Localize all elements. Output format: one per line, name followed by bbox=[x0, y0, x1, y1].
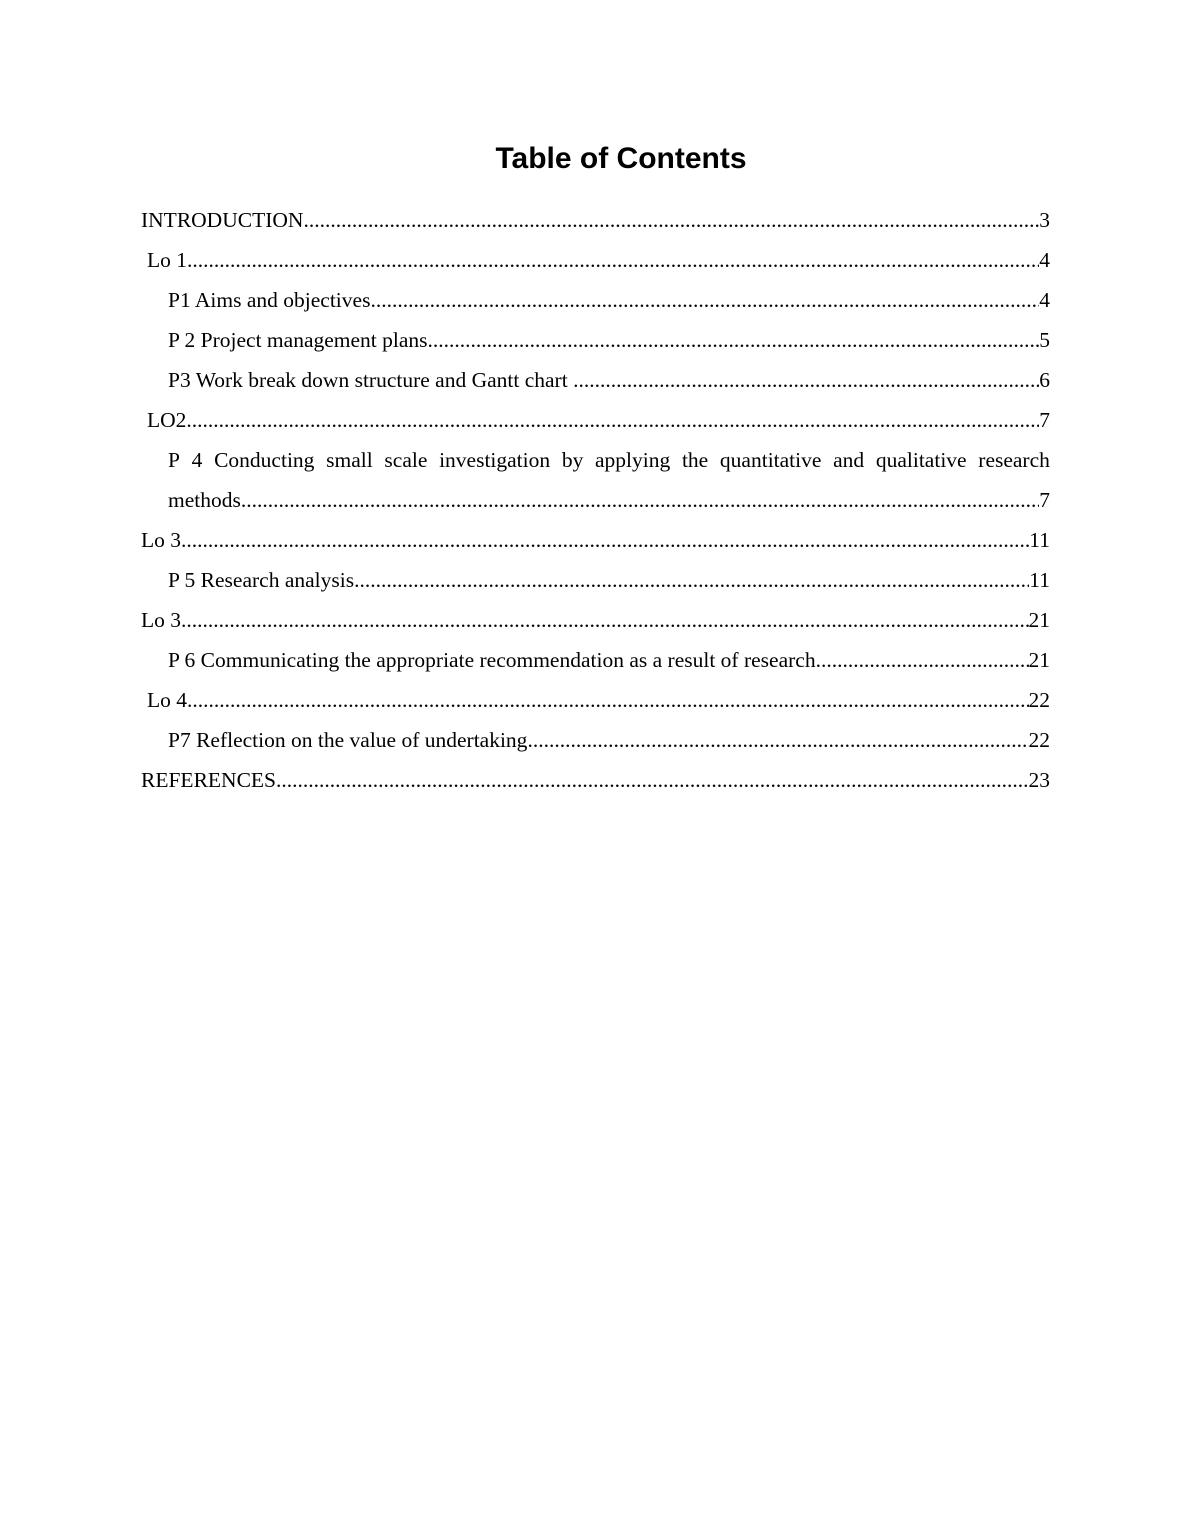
toc-entry-label: methods bbox=[168, 488, 241, 512]
toc-leader-dots bbox=[186, 400, 1039, 440]
toc-entry-label: Lo 3 bbox=[141, 528, 182, 552]
toc-leader-dots bbox=[816, 640, 1029, 680]
toc-entry[interactable] bbox=[141, 280, 1050, 320]
toc-leader-dots bbox=[303, 200, 1039, 240]
toc-leader-dots bbox=[276, 760, 1029, 800]
toc-page-number: 5 bbox=[1039, 328, 1050, 352]
toc-entry-first-line bbox=[168, 440, 1050, 480]
toc-entry-label-word: by bbox=[561, 448, 584, 472]
toc-entry-second-line bbox=[168, 480, 1050, 520]
toc-entry-label-word: investigation bbox=[439, 448, 551, 472]
toc-leader-dots bbox=[181, 520, 1029, 560]
toc-entry-label-word: P bbox=[168, 448, 180, 472]
toc-page-number: 22 bbox=[1028, 728, 1050, 752]
toc-entry-label: P 5 Research analysis bbox=[168, 568, 355, 592]
toc-page-number: 21 bbox=[1028, 608, 1050, 632]
toc-entry[interactable] bbox=[141, 560, 1050, 600]
toc-entry[interactable] bbox=[141, 760, 1050, 800]
toc-page-number: 11 bbox=[1029, 528, 1050, 552]
toc-leader-dots bbox=[354, 560, 1029, 600]
toc-leader-dots bbox=[187, 240, 1039, 280]
toc-entry-label: Lo 4 bbox=[147, 688, 188, 712]
toc-entry[interactable] bbox=[141, 680, 1050, 720]
toc-entry-label: Lo 3 bbox=[141, 608, 182, 632]
toc-leader-dots bbox=[573, 360, 1039, 400]
toc-entry[interactable] bbox=[141, 720, 1050, 760]
toc-page-number: 11 bbox=[1029, 568, 1050, 592]
toc-entry-label-word: the bbox=[681, 448, 709, 472]
toc-entry-label-word: 4 bbox=[191, 448, 203, 472]
toc-entry[interactable] bbox=[141, 320, 1050, 360]
toc-entry[interactable] bbox=[141, 400, 1050, 440]
toc-entry-label-word: research bbox=[978, 448, 1050, 472]
toc-entry-label-word: scale bbox=[384, 448, 428, 472]
toc-entry-label: P1 Aims and objectives bbox=[168, 288, 371, 312]
toc-page-number: 3 bbox=[1039, 208, 1050, 232]
toc-page-number: 22 bbox=[1028, 688, 1050, 712]
toc-page-number: 21 bbox=[1028, 648, 1050, 672]
toc-entry-label: P 6 Communicating the appropriate recommendation as a result of research bbox=[168, 648, 816, 672]
toc-title: Table of Contents bbox=[495, 142, 747, 175]
toc-entry-label: LO2 bbox=[147, 408, 187, 432]
toc-leader-dots bbox=[241, 480, 1039, 520]
toc-entry-label-word: quantitative bbox=[719, 448, 822, 472]
toc-page-number: 23 bbox=[1028, 768, 1050, 792]
toc-entry-label-word: qualitative bbox=[875, 448, 967, 472]
toc-list bbox=[141, 200, 1050, 800]
toc-entry-label: REFERENCES bbox=[141, 768, 276, 792]
toc-entry[interactable] bbox=[141, 520, 1050, 560]
toc-entry[interactable] bbox=[141, 640, 1050, 680]
toc-page-number: 7 bbox=[1039, 408, 1050, 432]
toc-leader-dots bbox=[187, 680, 1028, 720]
toc-entry[interactable] bbox=[141, 200, 1050, 240]
toc-entry[interactable] bbox=[141, 360, 1050, 400]
toc-page-number: 6 bbox=[1039, 368, 1050, 392]
toc-leader-dots bbox=[181, 600, 1028, 640]
toc-entry-label-word: applying bbox=[595, 448, 671, 472]
toc-entry[interactable] bbox=[141, 600, 1050, 640]
toc-entry-label: P 2 Project management plans bbox=[168, 328, 428, 352]
toc-leader-dots bbox=[527, 720, 1028, 760]
toc-entry-label: P3 Work break down structure and Gantt chart bbox=[168, 368, 574, 392]
toc-page-number: 7 bbox=[1039, 488, 1050, 512]
toc-entry-label: INTRODUCTION bbox=[141, 208, 304, 232]
toc-page-number: 4 bbox=[1039, 288, 1050, 312]
toc-entry-label: Lo 1 bbox=[147, 248, 188, 272]
toc-page-number: 4 bbox=[1039, 248, 1050, 272]
toc-entry-label-word: and bbox=[833, 448, 865, 472]
toc-entry-label: P7 Reflection on the value of undertaking bbox=[168, 728, 528, 752]
toc-entry-label-word: Conducting bbox=[214, 448, 315, 472]
toc-leader-dots bbox=[428, 320, 1040, 360]
toc-entry-label-word: small bbox=[326, 448, 373, 472]
toc-entry[interactable] bbox=[141, 440, 1050, 520]
toc-leader-dots bbox=[370, 280, 1039, 320]
toc-entry[interactable] bbox=[141, 240, 1050, 280]
